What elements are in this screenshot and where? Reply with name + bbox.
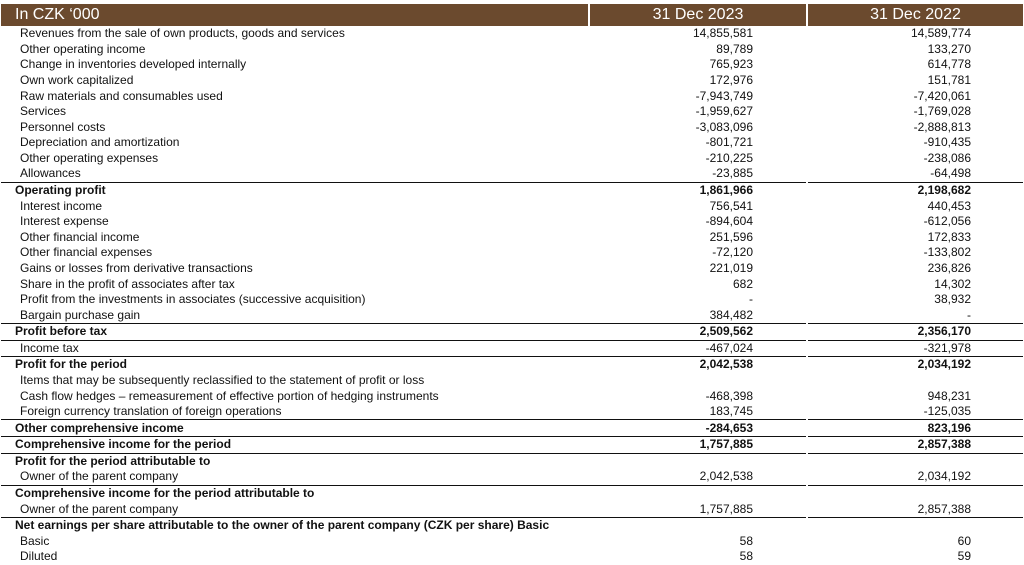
table-row bbox=[1, 453, 1023, 469]
table-row bbox=[1, 42, 1023, 58]
value-2022 bbox=[807, 373, 1023, 389]
table-row bbox=[1, 404, 1023, 420]
table-row bbox=[1, 292, 1023, 308]
table-row bbox=[1, 230, 1023, 246]
value-2023: -894,604 bbox=[589, 214, 807, 230]
table-row bbox=[1, 73, 1023, 89]
table-row bbox=[1, 469, 1023, 485]
table-row bbox=[1, 388, 1023, 404]
row-label: Raw materials and consumables used bbox=[20, 88, 223, 103]
value-2023 bbox=[589, 517, 807, 533]
value-2023 bbox=[589, 485, 807, 501]
value-2023: -1,959,627 bbox=[589, 104, 807, 120]
row-label: Foreign currency translation of foreign operations bbox=[20, 404, 282, 419]
value-2022: -1,769,028 bbox=[913, 104, 971, 119]
value-2022: 236,826 bbox=[927, 260, 971, 275]
value-2023: 183,745 bbox=[589, 404, 807, 420]
value-2022 bbox=[807, 517, 1023, 533]
table-row bbox=[1, 276, 1023, 292]
row-label: Comprehensive income for the period attributable to bbox=[1, 485, 589, 501]
value-2022: -64,498 bbox=[930, 166, 971, 181]
row-label: Basic bbox=[20, 533, 50, 548]
value-2022: 133,270 bbox=[927, 41, 971, 56]
value-2022: 614,778 bbox=[927, 57, 971, 72]
table-row bbox=[1, 57, 1023, 73]
value-2023: 2,042,538 bbox=[589, 357, 807, 373]
row-label: Owner of the parent company bbox=[1, 469, 589, 485]
table-row bbox=[1, 104, 1023, 120]
value-2023: 1,757,885 bbox=[589, 437, 807, 454]
row-label: Gains or losses from derivative transactions bbox=[20, 260, 253, 275]
value-2022: -133,802 bbox=[923, 245, 971, 260]
value-2023: 1,757,885 bbox=[589, 501, 807, 517]
value-2023: 251,596 bbox=[589, 230, 807, 246]
value-2022: 172,833 bbox=[927, 229, 971, 244]
table-row bbox=[1, 340, 1023, 357]
table-row bbox=[1, 534, 1023, 550]
row-label: Other comprehensive income bbox=[1, 420, 589, 437]
row-label: Comprehensive income for the period bbox=[1, 437, 589, 454]
table-row bbox=[1, 549, 1023, 565]
value-2023: 14,855,581 bbox=[589, 26, 807, 42]
value-2023: 2,042,538 bbox=[589, 469, 807, 485]
row-label: Other financial expenses bbox=[20, 245, 153, 260]
table-row bbox=[1, 135, 1023, 151]
table-header-row bbox=[1, 4, 1023, 26]
row-label: Income tax bbox=[1, 340, 589, 357]
row-label: Interest income bbox=[20, 198, 103, 213]
row-label: Owner of the parent company bbox=[1, 501, 589, 517]
table-row bbox=[1, 119, 1023, 135]
value-2022: - bbox=[967, 307, 971, 322]
table-row bbox=[1, 245, 1023, 261]
row-label: Depreciation and amortization bbox=[20, 135, 180, 150]
value-2022: -125,035 bbox=[923, 404, 971, 419]
row-label: Own work capitalized bbox=[20, 73, 134, 88]
table-row bbox=[1, 214, 1023, 230]
value-2023 bbox=[589, 453, 807, 469]
value-2023: - bbox=[589, 292, 807, 308]
value-2023: -3,083,096 bbox=[589, 119, 807, 135]
table-row bbox=[1, 166, 1023, 182]
row-label: Cash flow hedges – remeasurement of effective portion of hedging instruments bbox=[20, 388, 439, 403]
table-row bbox=[1, 485, 1023, 501]
currency-unit-header: In CZK ‘000 bbox=[1, 4, 589, 26]
value-2023 bbox=[589, 373, 807, 389]
value-2022: -2,888,813 bbox=[913, 119, 971, 134]
table-row bbox=[1, 357, 1023, 373]
value-2023: -468,398 bbox=[589, 388, 807, 404]
value-2023: 682 bbox=[589, 276, 807, 292]
row-label: Change in inventories developed internally bbox=[20, 57, 247, 72]
value-2022: 2,857,388 bbox=[807, 437, 1023, 454]
value-2022: 2,034,192 bbox=[807, 469, 1023, 485]
row-label: Profit for the period bbox=[1, 357, 589, 373]
value-2022: -321,978 bbox=[807, 340, 1023, 357]
row-label: Share in the profit of associates after tax bbox=[20, 276, 235, 291]
value-2023: 384,482 bbox=[589, 307, 807, 323]
row-label: Net earnings per share attributable to the owner of the parent company (CZK per share) Basic bbox=[1, 517, 589, 533]
value-2023: -467,024 bbox=[589, 340, 807, 357]
table-row bbox=[1, 420, 1023, 437]
value-2022: 2,356,170 bbox=[807, 323, 1023, 340]
row-label: Items that may be subsequently reclassified to the statement of profit or loss bbox=[20, 373, 425, 387]
value-2022: 2,034,192 bbox=[807, 357, 1023, 373]
value-2022: 38,932 bbox=[934, 292, 971, 307]
value-2022: -612,056 bbox=[923, 214, 971, 229]
value-2023: -284,653 bbox=[589, 420, 807, 437]
row-label: Allowances bbox=[20, 166, 81, 181]
table-body bbox=[1, 26, 1023, 565]
value-2022: 151,781 bbox=[927, 73, 971, 88]
row-label: Other operating expenses bbox=[20, 150, 159, 165]
row-label: Interest expense bbox=[20, 214, 109, 229]
value-2023: 89,789 bbox=[589, 42, 807, 58]
value-2022: 948,231 bbox=[927, 388, 971, 403]
value-2022 bbox=[807, 453, 1023, 469]
table-row bbox=[1, 151, 1023, 167]
row-label: Operating profit bbox=[1, 182, 589, 198]
value-2022: 823,196 bbox=[807, 420, 1023, 437]
table-row bbox=[1, 501, 1023, 517]
row-label: Profit from the investments in associates (successive acquisition) bbox=[20, 292, 366, 307]
value-2023: 1,861,966 bbox=[589, 182, 807, 198]
value-2022: 14,589,774 bbox=[910, 26, 971, 41]
table-row bbox=[1, 26, 1023, 42]
value-2023: 58 bbox=[589, 534, 807, 550]
row-label: Profit before tax bbox=[1, 323, 589, 340]
value-2022: 2,198,682 bbox=[807, 182, 1023, 198]
value-2023: 765,923 bbox=[589, 57, 807, 73]
value-2022: 14,302 bbox=[934, 276, 971, 291]
column-header-2022: 31 Dec 2022 bbox=[807, 4, 1023, 26]
value-2022: -7,420,061 bbox=[913, 88, 971, 103]
value-2022: 2,857,388 bbox=[807, 501, 1023, 517]
value-2023: 58 bbox=[589, 549, 807, 565]
row-label: Other operating income bbox=[20, 41, 146, 56]
table-row bbox=[1, 437, 1023, 454]
value-2023: -801,721 bbox=[589, 135, 807, 151]
value-2022: 59 bbox=[957, 549, 971, 564]
value-2023: -210,225 bbox=[589, 151, 807, 167]
value-2022 bbox=[807, 485, 1023, 501]
row-label: Bargain purchase gain bbox=[20, 307, 141, 322]
row-label: Personnel costs bbox=[20, 119, 106, 134]
table-row bbox=[1, 198, 1023, 214]
value-2023: 2,509,562 bbox=[589, 323, 807, 340]
table-row bbox=[1, 517, 1023, 533]
row-label: Other financial income bbox=[20, 229, 140, 244]
value-2022: -238,086 bbox=[923, 150, 971, 165]
value-2023: 756,541 bbox=[589, 198, 807, 214]
row-label: Services bbox=[20, 104, 67, 119]
table-row bbox=[1, 373, 1023, 389]
value-2022: 440,453 bbox=[927, 198, 971, 213]
value-2023: -23,885 bbox=[589, 166, 807, 182]
value-2022: 60 bbox=[957, 533, 971, 548]
income-statement-table bbox=[1, 4, 1023, 565]
value-2023: 221,019 bbox=[589, 261, 807, 277]
table-row bbox=[1, 88, 1023, 104]
table-row bbox=[1, 182, 1023, 198]
value-2023: -72,120 bbox=[589, 245, 807, 261]
row-label: Diluted bbox=[20, 549, 58, 564]
row-label: Profit for the period attributable to bbox=[1, 453, 589, 469]
row-label: Revenues from the sale of own products, goods and services bbox=[20, 26, 345, 41]
column-header-2023: 31 Dec 2023 bbox=[589, 4, 807, 26]
table-row bbox=[1, 307, 1023, 323]
table-row bbox=[1, 261, 1023, 277]
value-2023: -7,943,749 bbox=[589, 88, 807, 104]
value-2023: 172,976 bbox=[589, 73, 807, 89]
table-row bbox=[1, 323, 1023, 340]
value-2022: -910,435 bbox=[923, 135, 971, 150]
